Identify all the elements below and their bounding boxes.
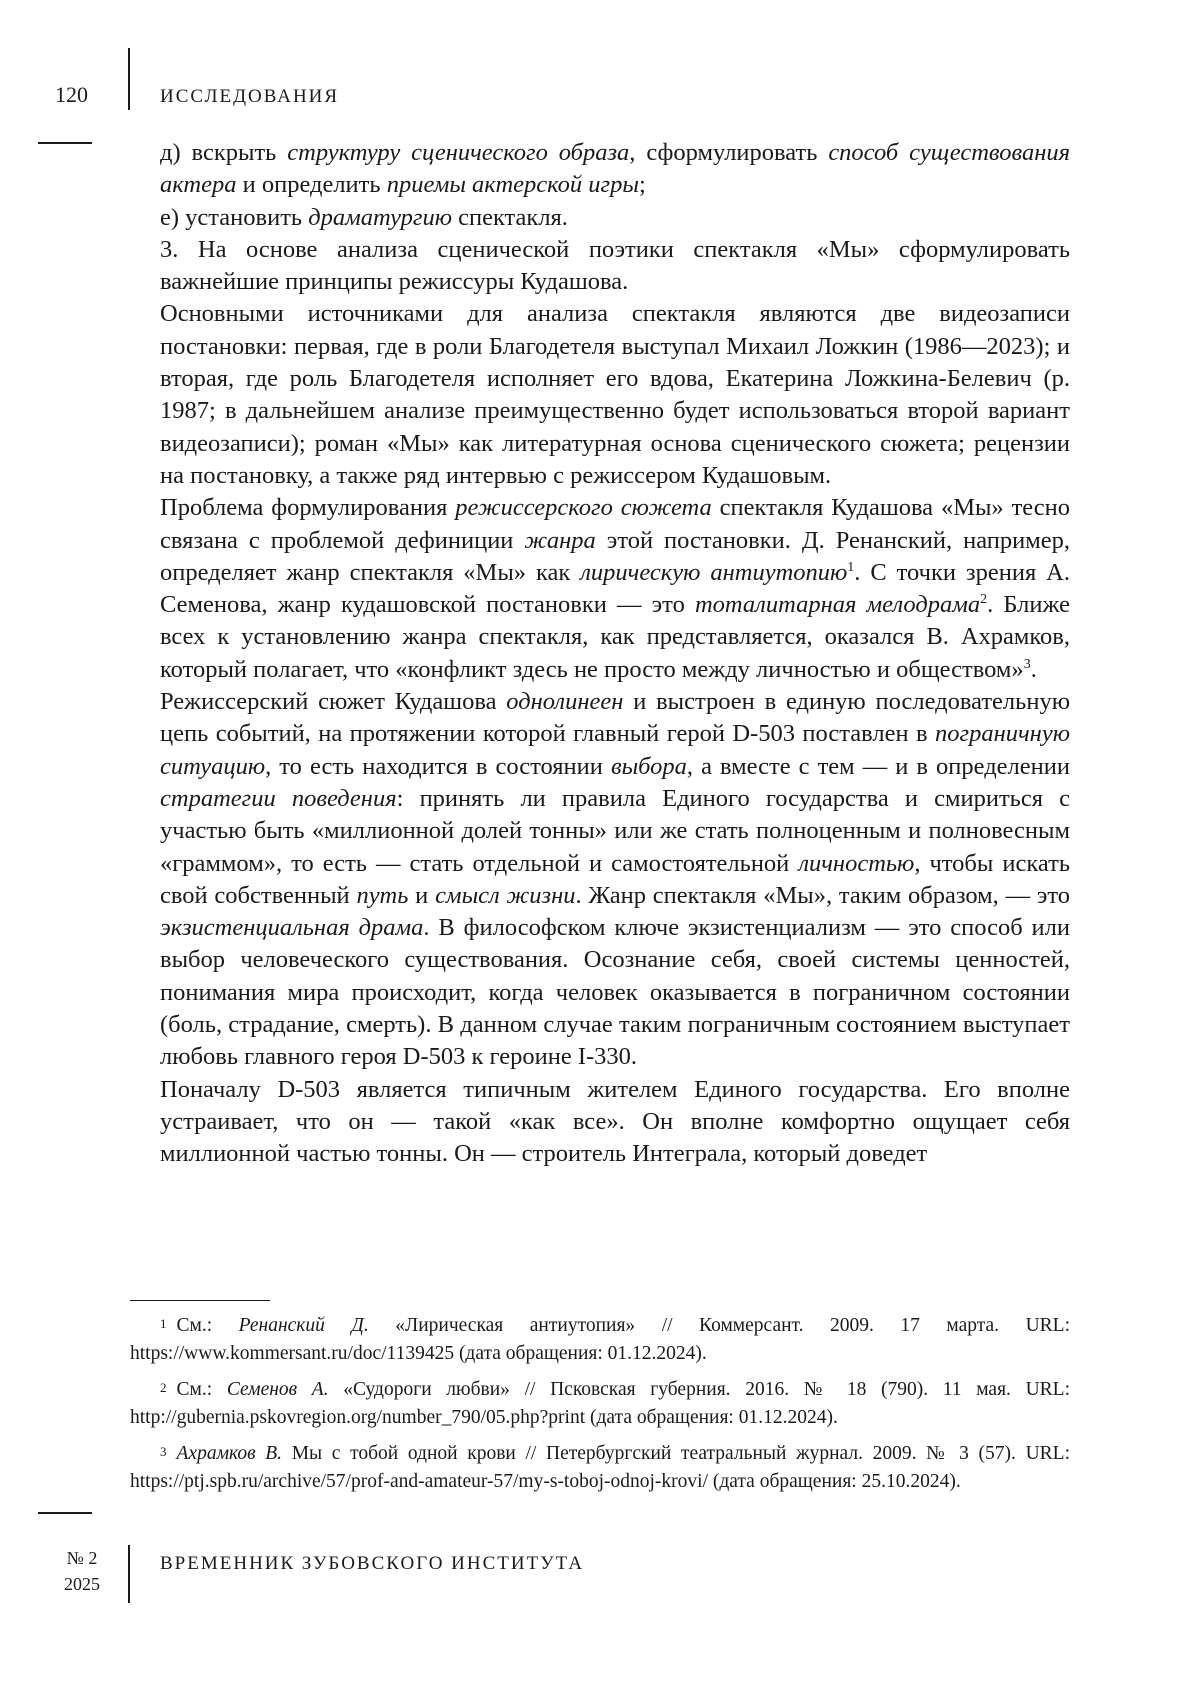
emphasis: выбора: [610, 752, 687, 780]
paragraph: Проблема формулирования режиссерского сюжета спектакля Кудашова «Мы» тесно связана с проблемой дефиниции жанра этой постановки. Д. Ренанский, например, определяет жанр спектакля «Мы» как лирическую антиутопию$^1$. С точки зрения А. Семенова, жанр кудашовской постановки — это тоталитарная мелодрама$^2$. Ближе всех к установлению жанра спектакля, как представляется, оказался В. Ахрамков, который полагает, что «конфликт здесь не просто между личностью и обществом»$^3$.: [160, 494, 1070, 683]
footnote: $^1$ См.: Ренанский Д. «Лирическая антиутопия» // Коммерсант. 2009. 17 марта. URL: https://www.kommersant.ru/doc/1139425 (дата обращения: 01.12.2024).: [130, 1315, 1070, 1364]
footnote: $^3$ Ахрамков В. Мы с тобой одной крови // Петербургский театральный журнал. 2009. № 3 (57). URL: https://ptj.spb.ru/archive/57/prof-and-amateur-57/my-s-toboj-odnoj-krovi/ (дата обращения: 25.10.2024).: [130, 1443, 1070, 1492]
emphasis: способ существования актера: [160, 139, 1070, 199]
issue-year: 2025: [64, 1574, 100, 1594]
running-header-section: ИССЛЕДОВАНИЯ: [160, 86, 340, 107]
issue-number: № 2: [66, 1548, 98, 1568]
emphasis: Ренанский Д.: [238, 1315, 369, 1336]
footer-divider-vertical: [128, 1545, 130, 1603]
header-divider-vertical: [128, 48, 130, 110]
paragraph: Режиссерский сюжет Кудашова однолинеен и выстроен в единую последовательную цепь событий, на протяжении которой главный герой D-503 поставлен в пограничную ситуацию, то есть находится в состоянии выбора, а вместе с тем — и в определении стратегии поведения: принять ли правила Единого государства и смириться с участью быть «миллионной долей тонны» или же стать полноценным и полновесным «граммом», то есть — стать отдельной и самостоятельной личностью, чтобы искать свой собственный путь и смысл жизни. Жанр спектакля «Мы», таким образом, — это экзистенциальная драма. В философском ключе экзистенциализм — это способ или выбор человеческого существования. Осознание себя, своей системы ценностей, понимания мира происходит, когда человек оказывается в пограничном состоянии (боль, страдание, смерть). В данном случае таким пограничным состоянием выступает любовь главного героя D-503 к героине I-330.: [160, 688, 1070, 1071]
footnote-reference: 2: [980, 592, 988, 607]
emphasis: лирическую антиутопию: [580, 558, 848, 586]
footnote: $^2$ См.: Семенов А. «Судороги любви» // Псковская губерния. 2016. № 18 (790). 11 мая. URL: http://gubernia.pskovregion.org/number_790/05.php?print (дата обращения: 01.12.2024).: [130, 1379, 1071, 1428]
emphasis: путь: [356, 881, 409, 909]
footnote-reference: 3: [1023, 656, 1031, 672]
footer-rule: [38, 1512, 92, 1514]
paragraph: Поначалу D-503 является типичным жителем Единого государства. Его вполне устраивает, что он — такой «как все». Он вполне комфортно ощущает себя миллионной частью тонны. Он — строитель Интеграла, который доведет: [160, 1075, 1070, 1168]
emphasis: пограничную ситуацию: [160, 720, 1070, 780]
emphasis: режиссерского сюжета: [455, 494, 712, 522]
footnote-number: 3: [160, 1444, 167, 1459]
footnote-separator: [130, 1300, 270, 1301]
emphasis: жанра: [524, 526, 596, 554]
paragraph: Основными источниками для анализа спектакля являются две видеозаписи постановки: первая, где в роли Благодетеля выступал Михаил Ложкин (1986—2023); и вторая, где роль Благодетеля исполняет его вдова, Екатерина Ложкина-Белевич (р. 1987; в дальнейшем анализе преимущественно будет использоваться второй вариант видеозаписи); роман «Мы» как литературная основа сценического сюжета; рецензии на постановку, а также ряд интервью с режиссером Кудашовым.: [160, 300, 1070, 489]
header-rule: [38, 142, 92, 144]
footnote-number: 2: [160, 1380, 167, 1395]
emphasis: стратегии поведения: [160, 784, 397, 812]
page-number: 120: [55, 82, 88, 107]
emphasis: приемы актерской игры: [386, 171, 639, 199]
journal-title: ВРЕМЕННИК ЗУБОВСКОГО ИНСТИТУТА: [160, 1553, 585, 1574]
emphasis: смысл жизни: [435, 881, 576, 909]
footnotes: [130, 1312, 1070, 1504]
emphasis: Семенов А.: [226, 1379, 329, 1400]
emphasis: драматургию: [308, 203, 452, 231]
emphasis: личностью: [798, 849, 915, 877]
footnote-number: 1: [160, 1316, 167, 1331]
paragraph: д) вскрыть структуру сценического образа, сформулировать способ существования актера и определить приемы актерской игры;: [160, 139, 1070, 199]
paragraph: 3. На основе анализа сценической поэтики спектакля «Мы» сформулировать важнейшие принципы режиссуры Кудашова.: [160, 235, 1070, 296]
paragraph: е) установить драматургию спектакля.: [160, 203, 568, 231]
emphasis: структуру сценического образа: [287, 139, 630, 166]
emphasis: Ахрамков В.: [176, 1443, 283, 1464]
emphasis: экзистенциальная драма: [160, 914, 424, 942]
footnote-reference: 1: [847, 559, 855, 575]
issue-info: [52, 1545, 112, 1597]
emphasis: однолинеен: [506, 688, 624, 716]
main-text: [160, 137, 1070, 1171]
emphasis: тоталитарная мелодрама: [694, 591, 981, 619]
